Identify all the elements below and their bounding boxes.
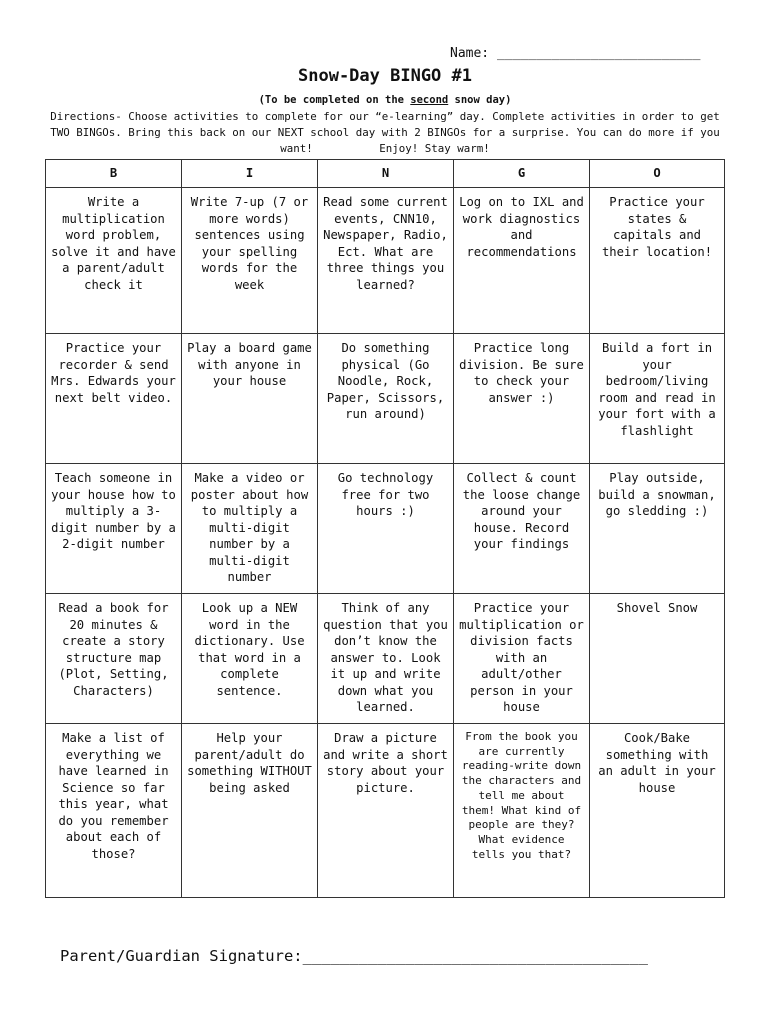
bingo-cell[interactable]: Shovel Snow (590, 594, 725, 724)
bingo-cell[interactable]: Log on to IXL and work diagnostics and recommendations (454, 188, 590, 334)
signature-field[interactable] (60, 947, 648, 965)
bingo-cell[interactable]: Make a video or poster about how to multiply a multi-digit number by a multi-digit number (182, 464, 318, 594)
bingo-cell[interactable]: Think of any question that you don’t know the answer to. Look it up and write down what you learned. (318, 594, 454, 724)
bingo-cell[interactable]: Practice long division. Be sure to check your answer :) (454, 334, 590, 464)
bingo-cell[interactable]: Draw a picture and write a short story about your picture. (318, 724, 454, 898)
bingo-cell[interactable]: Do something physical (Go Noodle, Rock, Paper, Scissors, run around) (318, 334, 454, 464)
column-header-g: G (454, 160, 590, 188)
column-header-b: B (46, 160, 182, 188)
subtitle-before: (To be completed on the (258, 94, 411, 106)
bingo-cell[interactable]: Practice your multiplication or division facts with an adult/other person in your house (454, 594, 590, 724)
bingo-row-3 (46, 464, 725, 594)
bingo-header-row (46, 160, 725, 188)
bingo-cell[interactable]: From the book you are currently reading-write down the characters and tell me about them! What kind of people are they? What evidence tells you that? (454, 724, 590, 898)
subtitle-underlined-word: second (410, 94, 449, 106)
bingo-cell[interactable]: Practice your states & capitals and their location! (590, 188, 725, 334)
name-blank-line[interactable]: __________________________ (496, 46, 701, 61)
bingo-cell[interactable]: Teach someone in your house how to multiply a 3-digit number by a 2-digit number (46, 464, 182, 594)
bingo-row-5 (46, 724, 725, 898)
bingo-row-4 (46, 594, 725, 724)
bingo-cell[interactable]: Play outside, build a snowman, go sledding :) (590, 464, 725, 594)
bingo-cell[interactable]: Build a fort in your bedroom/living room and read in your fort with a flashlight (590, 334, 725, 464)
column-header-o: O (590, 160, 725, 188)
page-title: Snow-Day BINGO #1 (298, 66, 472, 86)
subtitle (0, 94, 770, 106)
signature-label: Parent/Guardian Signature: (60, 947, 303, 965)
bingo-cell[interactable]: Read some current events, CNN10, Newspaper, Radio, Ect. What are three things you learned? (318, 188, 454, 334)
bingo-cell[interactable]: Make a list of everything we have learned in Science so far this year, what do you remember about each of those? (46, 724, 182, 898)
bingo-row-2 (46, 334, 725, 464)
bingo-board (45, 159, 725, 898)
bingo-cell[interactable]: Cook/Bake something with an adult in your house (590, 724, 725, 898)
bingo-cell[interactable]: Read a book for 20 minutes & create a story structure map (Plot, Setting, Characters) (46, 594, 182, 724)
subtitle-after: snow day) (448, 94, 512, 106)
bingo-cell[interactable]: Help your parent/adult do something WITHOUT being asked (182, 724, 318, 898)
bingo-cell[interactable]: Play a board game with anyone in your house (182, 334, 318, 464)
bingo-cell[interactable]: Write a multiplication word problem, solve it and have a parent/adult check it (46, 188, 182, 334)
bingo-cell[interactable]: Look up a NEW word in the dictionary. Use that word in a complete sentence. (182, 594, 318, 724)
directions (40, 109, 730, 157)
directions-closing: Enjoy! Stay warm! (379, 142, 490, 155)
bingo-cell[interactable]: Go technology free for two hours :) (318, 464, 454, 594)
bingo-cell[interactable]: Write 7-up (7 or more words) sentences using your spelling words for the week (182, 188, 318, 334)
directions-text: Directions- Choose activities to complete for our “e-learning” day. Complete activities in order to get TWO BINGOs. Bring this back on our NEXT school day with 2 BINGOs for a surprise. You can do more if you want! (50, 110, 720, 155)
signature-blank-line[interactable]: _____________________________________ (302, 947, 648, 965)
column-header-n: N (318, 160, 454, 188)
name-field[interactable] (450, 46, 740, 61)
column-header-i: I (182, 160, 318, 188)
name-label: Name: (450, 46, 490, 61)
bingo-row-1 (46, 188, 725, 334)
bingo-cell[interactable]: Practice your recorder & send Mrs. Edwards your next belt video. (46, 334, 182, 464)
bingo-cell[interactable]: Collect & count the loose change around your house. Record your findings (454, 464, 590, 594)
